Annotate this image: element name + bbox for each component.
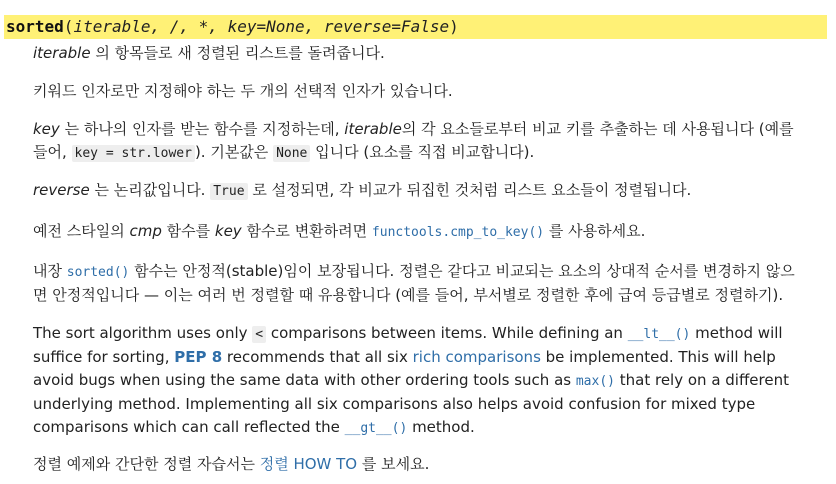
text: 함수를 (161, 222, 215, 240)
text: The sort algorithm uses only (33, 324, 253, 342)
paragraph-sort-algorithm (33, 322, 808, 440)
open-paren: ( (63, 17, 74, 36)
code-true: True (210, 183, 247, 200)
max-link[interactable]: max() (575, 374, 615, 389)
paragraph-key (33, 118, 808, 165)
arg-key: key (33, 120, 60, 138)
function-signature (4, 15, 827, 39)
text: 는 논리값입니다. (89, 181, 211, 199)
text: 의 각 요소들로부터 비교 키를 추출하는 데 사용됩니다 (예를 들어, (33, 120, 794, 161)
text: recommends that all six (222, 348, 413, 366)
text: ). 기본값은 (194, 143, 274, 161)
arg-reverse: reverse (33, 181, 90, 199)
text: be implemented. This will help avoid bugs when using the same data with other ordering tools such as (33, 348, 776, 389)
sorted-link[interactable]: sorted() (66, 265, 130, 280)
arg-cmp: cmp (129, 222, 162, 240)
gt-method-link[interactable]: __gt__() (344, 421, 408, 436)
text: 함수는 안정적(stable)임이 보장됩니다. 정렬은 같다고 비교되는 요소의 상대적 순서를 변경하지 않으면 안정적입니다 — 이는 여러 번 정렬할 때 유용합니다 (예를 들어, 부서별로 정렬한 후에 급여 등급별로 정렬하기). (33, 262, 795, 304)
arg-iterable: iterable (344, 120, 402, 138)
rich-comparisons-link[interactable]: rich comparisons (412, 348, 541, 366)
pep8-link[interactable]: PEP 8 (174, 348, 223, 366)
text: that rely on a different underlying method. Implementing all six comparisons also helps avoid confusion for mixed type comparisons which can call reflected the (33, 371, 789, 436)
text: 로 설정되면, 각 비교가 뒤집힌 것처럼 리스트 요소들이 정렬됩니다. (247, 181, 692, 199)
text: 정렬 예제와 간단한 정렬 자습서는 (33, 455, 260, 473)
text: 함수로 변환하려면 (241, 222, 372, 240)
text: 는 하나의 인자를 받는 함수를 지정하는데, (59, 120, 345, 138)
text: 입니다 (요소를 직접 비교합니다). (310, 143, 535, 161)
arg-key: key (214, 222, 242, 240)
text: method will suffice for sorting, (33, 324, 783, 366)
text: method. (407, 418, 475, 436)
text: 예전 스타일의 (33, 222, 130, 240)
paragraph-iterable (33, 42, 808, 65)
text: 내장 (33, 262, 67, 280)
code-key-example: key = str.lower (72, 145, 195, 162)
sorting-howto-link[interactable]: 정렬 HOW TO (259, 455, 358, 473)
paragraph-keyword-args (33, 80, 808, 103)
text: 를 사용하세요. (544, 222, 646, 240)
paragraph-howto (33, 453, 808, 476)
text: 키워드 인자로만 지정해야 하는 두 개의 선택적 인자가 있습니다. (33, 82, 453, 100)
close-paren: ) (449, 17, 459, 36)
code-less-than: < (252, 326, 266, 343)
cmp-to-key-link[interactable]: functools.cmp_to_key() (371, 225, 545, 240)
paragraph-reverse (33, 179, 808, 203)
paragraph-cmp (33, 220, 808, 244)
lt-method-link[interactable]: __lt__() (627, 327, 691, 342)
code-none: None (273, 145, 310, 162)
function-params: iterable, /, *, key=None, reverse=False (73, 17, 450, 36)
text: 의 항목들로 새 정렬된 리스트를 돌려줍니다. (90, 44, 385, 62)
paragraph-stable (33, 260, 808, 307)
function-name: sorted (6, 17, 64, 36)
text: 를 보세요. (357, 455, 430, 473)
text: comparisons between items. While defining an (266, 324, 628, 342)
arg-iterable: iterable (33, 44, 91, 62)
